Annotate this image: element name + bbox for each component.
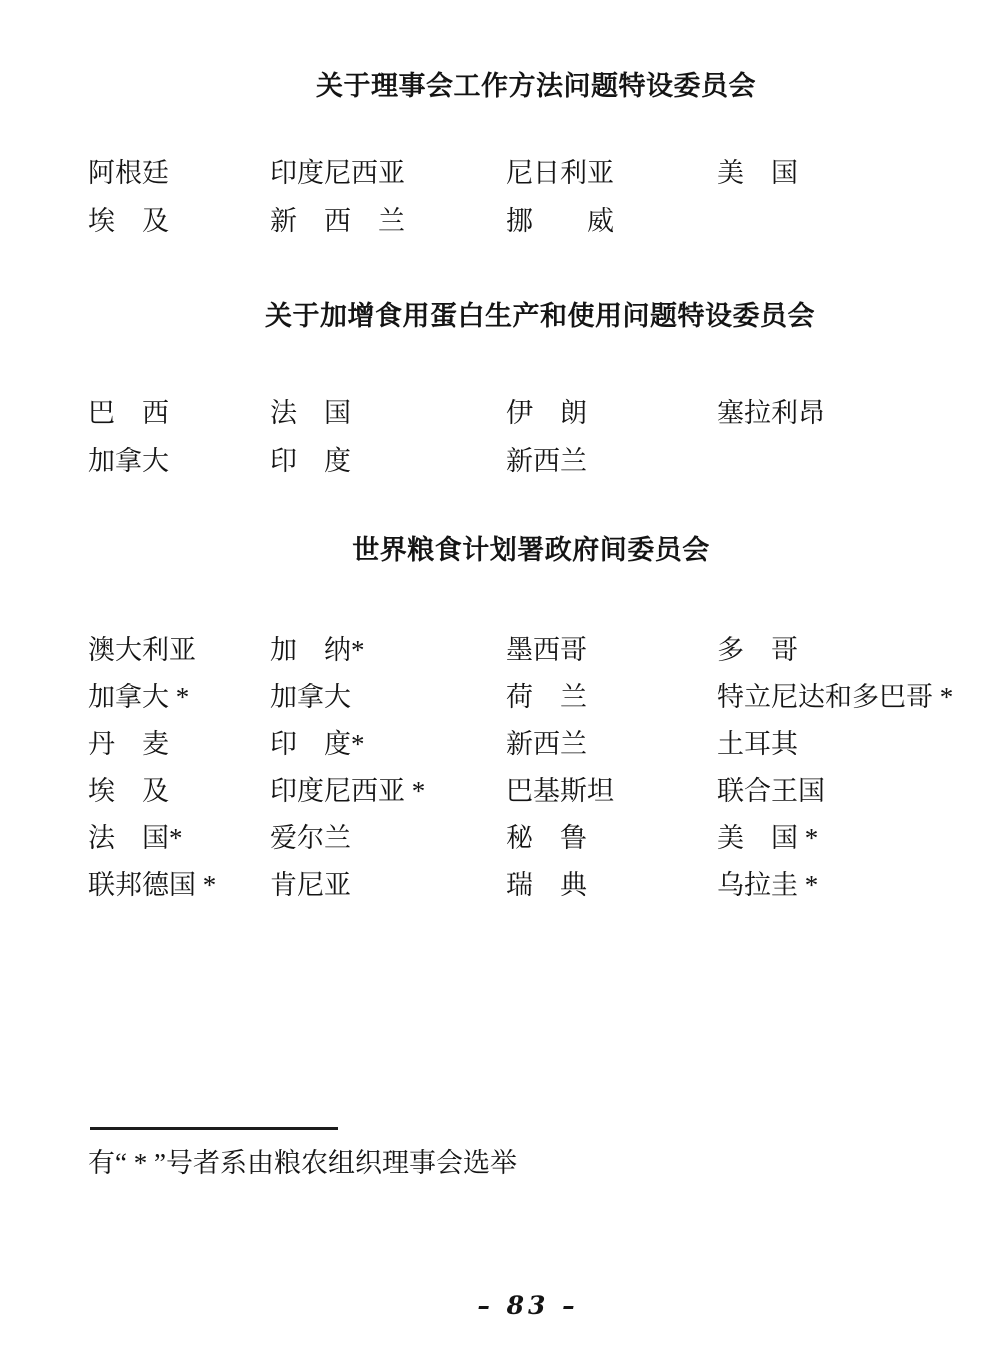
committee-3-member-grid xyxy=(88,635,1000,917)
member-row xyxy=(88,729,1000,776)
member-name: 尼日利亚 xyxy=(506,158,614,188)
member-name: 澳大利亚 xyxy=(88,635,196,665)
committee-1-member-grid xyxy=(88,158,1000,254)
member-name: 埃 及 xyxy=(88,776,169,806)
member-name: 印度尼西亚 xyxy=(270,158,405,188)
member-name: 加 纳* xyxy=(270,635,365,665)
member-row xyxy=(88,682,1000,729)
member-name: 新西兰 xyxy=(506,446,587,476)
member-name: 多 哥 xyxy=(717,635,798,665)
member-name: 塞拉利昂 xyxy=(717,398,825,428)
member-name: 瑞 典 xyxy=(506,870,587,900)
member-name: 巴 西 xyxy=(88,398,169,428)
member-name: 丹 麦 xyxy=(88,729,169,759)
member-name: 印 度* xyxy=(270,729,365,759)
member-row xyxy=(88,776,1000,823)
member-name: 阿根廷 xyxy=(88,158,169,188)
page-number: – 83 – xyxy=(477,1291,579,1320)
member-row xyxy=(88,398,1000,446)
member-name: 印 度 xyxy=(270,446,351,476)
member-name: 美 国 xyxy=(717,158,798,188)
member-name: 巴基斯坦 xyxy=(506,776,614,806)
member-name: 新 西 兰 xyxy=(270,206,405,236)
member-name: 伊 朗 xyxy=(506,398,587,428)
member-name: 新西兰 xyxy=(506,729,587,759)
member-row xyxy=(88,635,1000,682)
member-name: 爱尔兰 xyxy=(270,823,351,853)
member-row xyxy=(88,446,1000,494)
member-name: 联邦德国 * xyxy=(88,870,217,900)
member-name: 挪 威 xyxy=(506,206,614,236)
member-name: 美 国 * xyxy=(717,823,819,853)
footnote-text: 有“ * ”号者系由粮农组织理事会选举 xyxy=(88,1148,517,1178)
committee-1-title: 关于理事会工作方法问题特设委员会 xyxy=(316,71,756,101)
member-name: 印度尼西亚 * xyxy=(270,776,426,806)
member-name: 肯尼亚 xyxy=(270,870,351,900)
member-name: 墨西哥 xyxy=(506,635,587,665)
member-name: 乌拉圭 * xyxy=(717,870,819,900)
member-name: 加拿大 xyxy=(88,446,169,476)
member-name: 加拿大 xyxy=(270,682,351,712)
member-name: 联合王国 xyxy=(717,776,825,806)
member-row xyxy=(88,870,1000,917)
member-name: 埃 及 xyxy=(88,206,169,236)
committee-3-title: 世界粮食计划署政府间委员会 xyxy=(352,535,710,565)
footnote-divider xyxy=(90,1127,338,1130)
member-name: 特立尼达和多巴哥 * xyxy=(717,682,954,712)
member-name: 秘 鲁 xyxy=(506,823,587,853)
committee-2-title: 关于加增食用蛋白生产和使用问题特设委员会 xyxy=(265,301,815,331)
member-row xyxy=(88,823,1000,870)
member-name: 法 国 xyxy=(270,398,351,428)
member-row xyxy=(88,158,1000,206)
member-row xyxy=(88,206,1000,254)
member-name: 加拿大 * xyxy=(88,682,190,712)
committee-2-member-grid xyxy=(88,398,1000,494)
member-name: 土耳其 xyxy=(717,729,798,759)
member-name: 法 国* xyxy=(88,823,183,853)
member-name: 荷 兰 xyxy=(506,682,587,712)
